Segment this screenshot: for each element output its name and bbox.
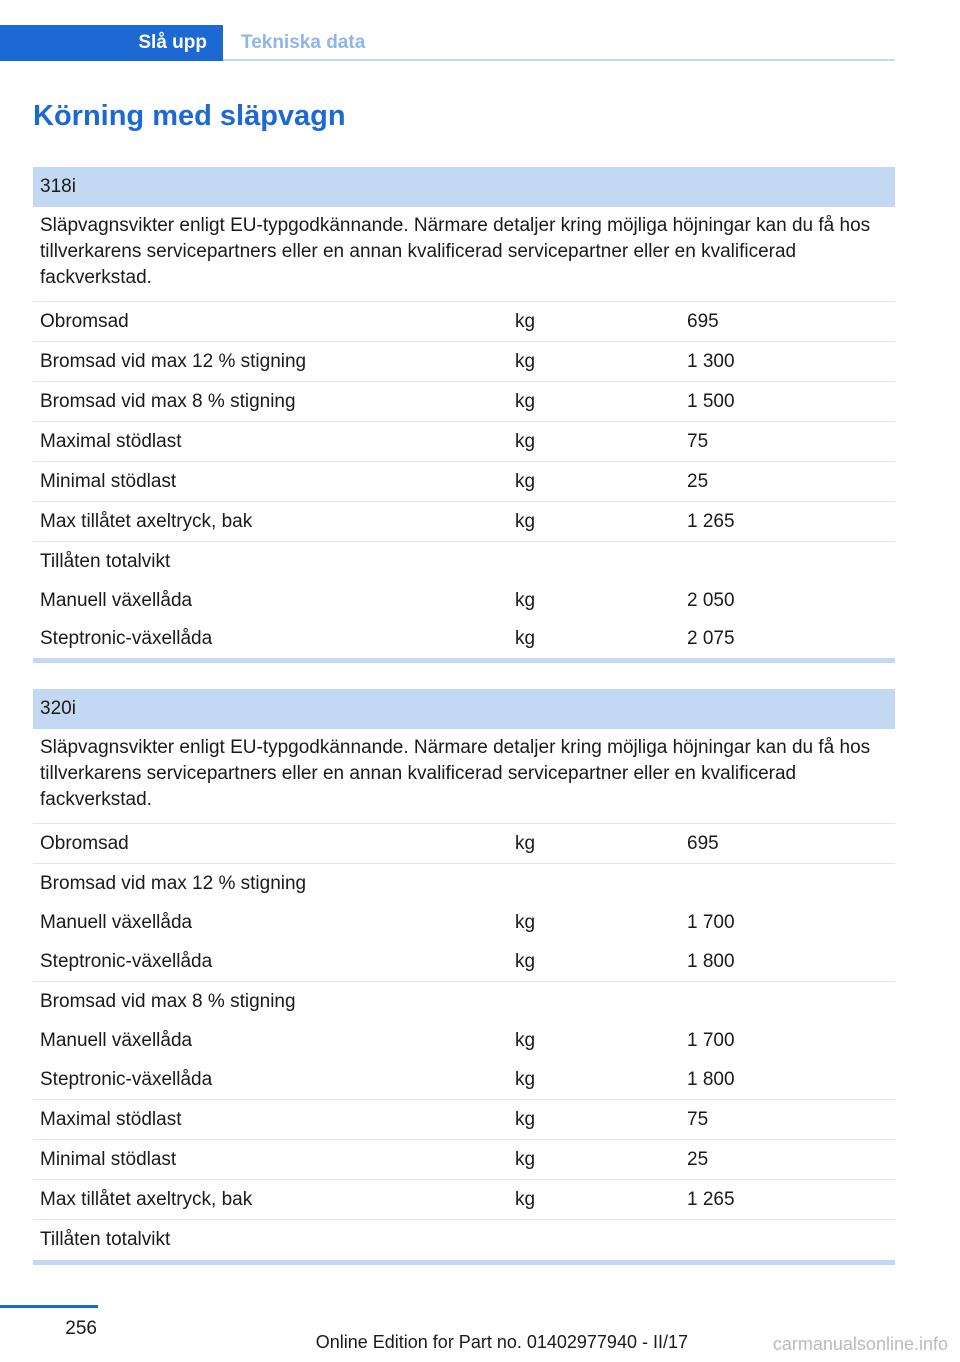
row-unit: kg: [515, 1030, 536, 1051]
table-note: Släpvagnsvikter enligt EU-typgodkännande. Närmare detaljer kring möjliga höjningar kan du få hos tillverkarens servicepartners eller en annan kvalificerad servicepartner eller en kvalificerad fackverkstad.: [33, 729, 895, 824]
row-value: 1 265: [687, 1188, 735, 1210]
row-value: 75: [687, 1108, 709, 1130]
table-group-row: [33, 864, 895, 904]
table-row: [33, 342, 895, 382]
row-label: Bromsad vid max 8 % stigning: [40, 991, 296, 1012]
row-value: 75: [687, 430, 709, 452]
table-row: [33, 1140, 895, 1180]
page-number-text: 256: [65, 1318, 97, 1339]
row-value: 1 800: [687, 1068, 735, 1090]
spec-table-320i: [33, 689, 895, 1265]
watermark: carmanualsonline.info: [772, 1334, 948, 1354]
row-unit: kg: [515, 628, 536, 649]
row-unit: kg: [515, 350, 536, 372]
row-value: 1 700: [687, 912, 735, 933]
row-unit: kg: [515, 470, 536, 492]
row-unit: kg: [515, 310, 536, 332]
page-title: Körning med släpvagn: [33, 100, 346, 132]
table-model-header: 320i: [33, 689, 895, 729]
row-label: Maximal stödlast: [40, 430, 182, 452]
row-label: Tillåten totalvikt: [40, 551, 171, 572]
table-row: [33, 942, 895, 982]
row-value: 1 800: [687, 950, 735, 972]
row-label: Minimal stödlast: [40, 1148, 177, 1170]
row-label: Obromsad: [40, 310, 129, 332]
tab-tekniska-data[interactable]: Tekniska data: [241, 32, 366, 53]
table-row: [33, 582, 895, 620]
table-row: [33, 1100, 895, 1140]
table-row: [33, 824, 895, 864]
row-label: Manuell växellåda: [40, 1030, 193, 1051]
row-label: Steptronic-växellåda: [40, 950, 213, 972]
row-value: 695: [687, 832, 719, 854]
row-unit: kg: [515, 950, 536, 972]
top-navigation: [0, 25, 895, 61]
row-value: 2 075: [687, 628, 735, 649]
table-row: [33, 1060, 895, 1100]
table-bottom-rule: [33, 1260, 895, 1265]
row-value: 2 050: [687, 590, 735, 611]
table-row: [33, 1022, 895, 1060]
table-row: [33, 302, 895, 342]
row-label: Steptronic-växellåda: [40, 1068, 213, 1090]
row-label: Max tillåtet axeltryck, bak: [40, 1188, 253, 1210]
tab-sla-upp[interactable]: Slå upp: [0, 25, 223, 61]
table-row: [33, 462, 895, 502]
row-value: 1 300: [687, 350, 735, 372]
row-unit: kg: [515, 430, 536, 452]
row-label: Tillåten totalvikt: [40, 1229, 171, 1250]
row-label: Maximal stödlast: [40, 1108, 182, 1130]
row-unit: kg: [515, 832, 536, 854]
row-unit: kg: [515, 1148, 536, 1170]
table-model-header: 318i: [33, 167, 895, 207]
row-unit: kg: [515, 590, 536, 611]
table-row: [33, 904, 895, 942]
spec-table-318i: [33, 167, 895, 663]
table-group-row: [33, 542, 895, 582]
row-label: Minimal stödlast: [40, 470, 177, 492]
row-unit: kg: [515, 1108, 536, 1130]
row-value: 1 265: [687, 510, 735, 532]
table-bottom-rule: [33, 658, 895, 663]
row-label: Manuell växellåda: [40, 912, 193, 933]
table-group-row: [33, 1220, 895, 1260]
row-label: Bromsad vid max 8 % stigning: [40, 390, 296, 412]
row-value: 695: [687, 310, 719, 332]
row-value: 25: [687, 470, 709, 492]
table-group-row: [33, 982, 895, 1022]
row-value: 1 700: [687, 1030, 735, 1051]
row-unit: kg: [515, 510, 536, 532]
row-label: Steptronic-växellåda: [40, 628, 213, 649]
row-unit: kg: [515, 1188, 536, 1210]
table-row: [33, 620, 895, 658]
table-row: [33, 382, 895, 422]
table-row: [33, 1180, 895, 1220]
row-label: Max tillåtet axeltryck, bak: [40, 510, 253, 532]
row-label: Bromsad vid max 12 % stigning: [40, 873, 307, 894]
footer-edition: Online Edition for Part no. 01402977940 - II/17: [315, 1332, 688, 1352]
row-label: Bromsad vid max 12 % stigning: [40, 350, 307, 372]
row-value: 1 500: [687, 390, 735, 412]
row-unit: kg: [515, 390, 536, 412]
row-unit: kg: [515, 912, 536, 933]
table-row: [33, 502, 895, 542]
row-label: Manuell växellåda: [40, 590, 193, 611]
table-row: [33, 422, 895, 462]
row-value: 25: [687, 1148, 709, 1170]
row-unit: kg: [515, 1068, 536, 1090]
table-note: Släpvagnsvikter enligt EU-typgodkännande. Närmare detaljer kring möjliga höjningar kan du få hos tillverkarens servicepartners eller en annan kvalificerad servicepartner eller en kvalificerad fackverkstad.: [33, 207, 895, 302]
row-label: Obromsad: [40, 832, 129, 854]
